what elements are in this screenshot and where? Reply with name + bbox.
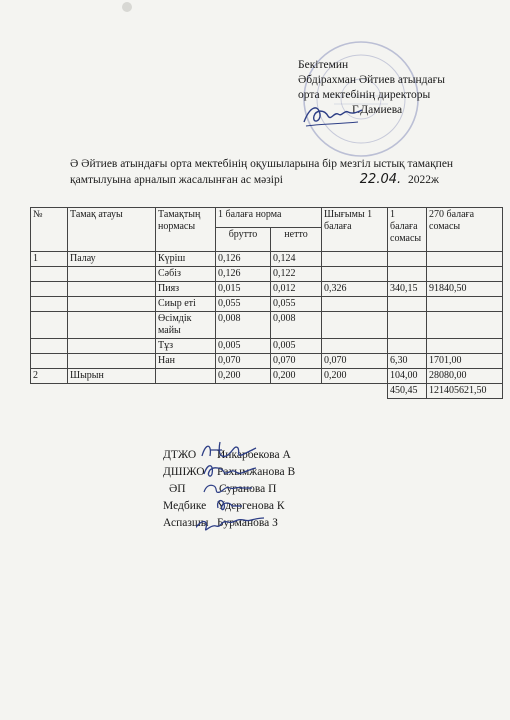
director-name: Г.Дамиева: [352, 104, 403, 116]
row-ingredient: Өсімдік майы: [156, 312, 216, 339]
row-cost: 0,326: [322, 282, 388, 297]
signer-name: Суранова П: [219, 483, 277, 495]
row-price: 104,00: [388, 369, 427, 384]
row-price: [388, 252, 427, 267]
row-dish: [68, 282, 156, 297]
row-dish: Палау: [68, 252, 156, 267]
row-ingredient: Сиыр еті: [156, 297, 216, 312]
header-total: 270 балаға сомасы: [427, 208, 503, 252]
row-num: 2: [31, 369, 68, 384]
row-num: [31, 297, 68, 312]
row-net: 0,055: [271, 297, 322, 312]
signer-role: ДТЖО: [163, 449, 197, 461]
row-cost: 0,070: [322, 354, 388, 369]
row-num: [31, 339, 68, 354]
row-net: 0,124: [271, 252, 322, 267]
totals-spacer: [31, 384, 388, 399]
signer-role: Медбике: [163, 500, 207, 512]
row-total: 28080,00: [427, 369, 503, 384]
row-total: [427, 339, 503, 354]
signer-name: Инкарбекова А: [217, 449, 291, 461]
row-net: 0,122: [271, 267, 322, 282]
table-row: [31, 312, 503, 339]
table-row: [31, 354, 503, 369]
row-price: [388, 267, 427, 282]
row-dish: [68, 312, 156, 339]
row-ingredient: Күріш: [156, 252, 216, 267]
row-total: 1701,00: [427, 354, 503, 369]
title-line-1: Ә Әйтиев атындағы орта мектебінің оқушыларына бір мезгіл ыстық тамақпен: [70, 158, 454, 170]
signer-role: Аспазшы: [163, 517, 209, 529]
approval-title: Бекітемин: [298, 59, 349, 71]
table-row: [31, 369, 503, 384]
row-dish: [68, 354, 156, 369]
title-line-2: қамтылуына арналып жасалынған ас мәзірі: [70, 174, 283, 186]
row-gross: 0,070: [216, 354, 271, 369]
approval-school: Әбдірахман Әйтиев атындағы: [298, 74, 446, 86]
row-num: [31, 354, 68, 369]
row-gross: 0,126: [216, 267, 271, 282]
signer-role: ӘП: [169, 483, 186, 495]
row-dish: Шырын: [68, 369, 156, 384]
header-net: нетто: [271, 228, 322, 252]
row-gross: 0,015: [216, 282, 271, 297]
row-num: [31, 312, 68, 339]
row-ingredient: [156, 369, 216, 384]
totals-price: 450,45: [388, 384, 427, 399]
title-line-2-row: [70, 172, 490, 188]
row-cost: [322, 339, 388, 354]
row-dish: [68, 297, 156, 312]
row-price: 340,15: [388, 282, 427, 297]
table-header-row: [31, 208, 503, 228]
row-price: [388, 297, 427, 312]
header-num: №: [31, 208, 68, 252]
row-cost: 0,200: [322, 369, 388, 384]
row-price: [388, 339, 427, 354]
title-year: 2022ж: [408, 174, 439, 186]
row-ingredient: Сәбіз: [156, 267, 216, 282]
header-cost: Шығымы 1 балаға: [322, 208, 388, 252]
row-net: 0,200: [271, 369, 322, 384]
row-cost: [322, 312, 388, 339]
row-net: 0,005: [271, 339, 322, 354]
row-gross: 0,055: [216, 297, 271, 312]
row-gross: 0,008: [216, 312, 271, 339]
handwritten-signatures: [196, 438, 266, 538]
header-per-child: 1 балаға норма: [216, 208, 322, 228]
row-dish: [68, 267, 156, 282]
row-num: [31, 282, 68, 297]
signer-name: Үдергенова К: [217, 500, 285, 512]
menu-table: [30, 207, 503, 399]
table-row: [31, 282, 503, 297]
header-norm: Тамақтың нормасы: [156, 208, 216, 252]
row-ingredient: Тұз: [156, 339, 216, 354]
row-total: [427, 312, 503, 339]
row-cost: [322, 252, 388, 267]
header-price: 1 балаға сомасы: [388, 208, 427, 252]
table-row: [31, 267, 503, 282]
header-gross: брутто: [216, 228, 271, 252]
row-ingredient: Пияз: [156, 282, 216, 297]
table-row: [31, 297, 503, 312]
row-cost: [322, 267, 388, 282]
row-total: [427, 252, 503, 267]
row-ingredient: Нан: [156, 354, 216, 369]
totals-total: 121405621,50: [427, 384, 503, 399]
table-row: [31, 252, 503, 267]
row-total: 91840,50: [427, 282, 503, 297]
document-title: [70, 157, 490, 188]
approval-position: орта мектебінің директоры: [298, 89, 431, 101]
table-row: [31, 339, 503, 354]
table-totals-row: [31, 384, 503, 399]
row-net: 0,070: [271, 354, 322, 369]
row-net: 0,008: [271, 312, 322, 339]
row-gross: 0,200: [216, 369, 271, 384]
row-cost: [322, 297, 388, 312]
signer-role: ДШІЖО: [163, 466, 205, 478]
row-total: [427, 297, 503, 312]
handwritten-date: 22.04.: [359, 172, 402, 187]
row-gross: 0,005: [216, 339, 271, 354]
row-dish: [68, 339, 156, 354]
row-num: 1: [31, 252, 68, 267]
signer-name: Бурманова З: [217, 517, 278, 529]
row-price: [388, 312, 427, 339]
row-total: [427, 267, 503, 282]
punch-hole: [122, 2, 132, 12]
row-net: 0,012: [271, 282, 322, 297]
header-dish: Тамақ атауы: [68, 208, 156, 252]
row-num: [31, 267, 68, 282]
signer-name: Рахымжанова В: [217, 466, 296, 478]
row-price: 6,30: [388, 354, 427, 369]
director-signature: [300, 100, 364, 130]
row-gross: 0,126: [216, 252, 271, 267]
